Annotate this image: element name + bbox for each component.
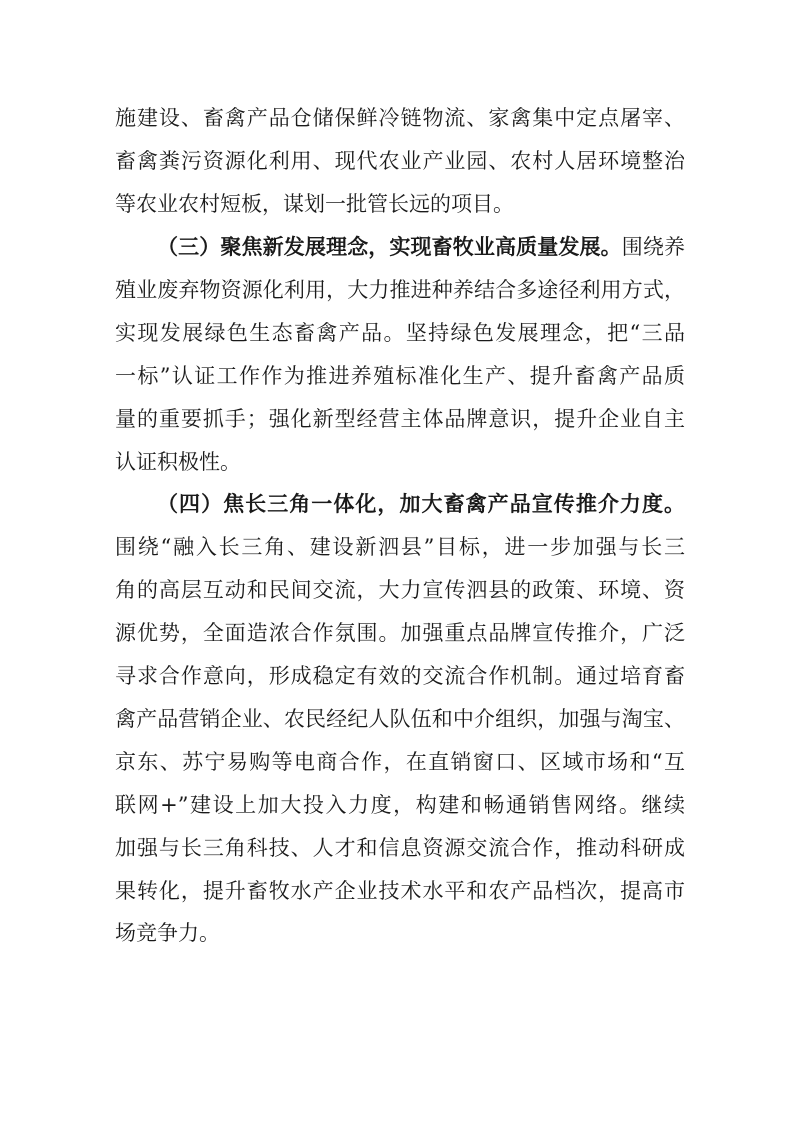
- section-3-line-1-rest: 围绕养: [621, 235, 685, 259]
- section-3-heading: （三）聚焦新发展理念，实现畜牧业高质量发展。: [157, 234, 622, 259]
- section-4-heading: （四）焦长三角一体化，加大畜禽产品宣传推介力度。: [157, 491, 685, 516]
- section-4-line-11: 场竞争力。: [115, 921, 220, 945]
- section-3-line-3: 实现发展绿色生态畜禽产品。坚持绿色发展理念，把“三品: [115, 321, 685, 345]
- section-4-line-3: 角的高层互动和民间交流，大力宣传泗县的政策、环境、资: [115, 578, 685, 602]
- section-3-line-2: 殖业废弃物资源化利用，大力推进种养结合多途径利用方式，: [115, 278, 685, 302]
- section-3-line-5: 量的重要抓手；强化新型经营主体品牌意识，提升企业自主: [115, 407, 685, 431]
- section-3-first-line: [157, 227, 685, 267]
- section-4-line-10: 果转化，提升畜牧水产企业技术水平和农产品档次，提高市: [115, 879, 685, 903]
- section-4-line-2: 围绕“融入长三角、建设新泗县”目标，进一步加强与长三: [115, 535, 685, 559]
- paragraph-1-line-2: 畜禽粪污资源化利用、现代农业产业园、农村人居环境整治: [115, 149, 685, 173]
- section-3-line-4: 一标”认证工作作为推进养殖标准化生产、提升畜禽产品质: [115, 364, 685, 388]
- paragraph-1-line-1: 施建设、畜禽产品仓储保鲜冷链物流、家禽集中定点屠宰、: [115, 106, 685, 130]
- section-4-line-9: 加强与长三角科技、人才和信息资源交流合作，推动科研成: [115, 836, 685, 860]
- section-4-line-4: 源优势，全面造浓合作氛围。加强重点品牌宣传推介，广泛: [115, 621, 685, 645]
- paragraph-1-line-3: 等农业农村短板，谋划一批管长远的项目。: [115, 192, 514, 216]
- section-4-line-6: 禽产品营销企业、农民经纪人队伍和中介组织，加强与淘宝、: [115, 707, 685, 731]
- section-3-line-6: 认证积极性。: [115, 450, 241, 474]
- section-4-line-8: 联网+”建设上加大投入力度，构建和畅通销售网络。继续: [115, 793, 685, 817]
- section-4-line-5: 寻求合作意向，形成稳定有效的交流合作机制。通过培育畜: [115, 664, 685, 688]
- section-4-line-7: 京东、苏宁易购等电商合作，在直销窗口、区域市场和“互: [115, 750, 685, 774]
